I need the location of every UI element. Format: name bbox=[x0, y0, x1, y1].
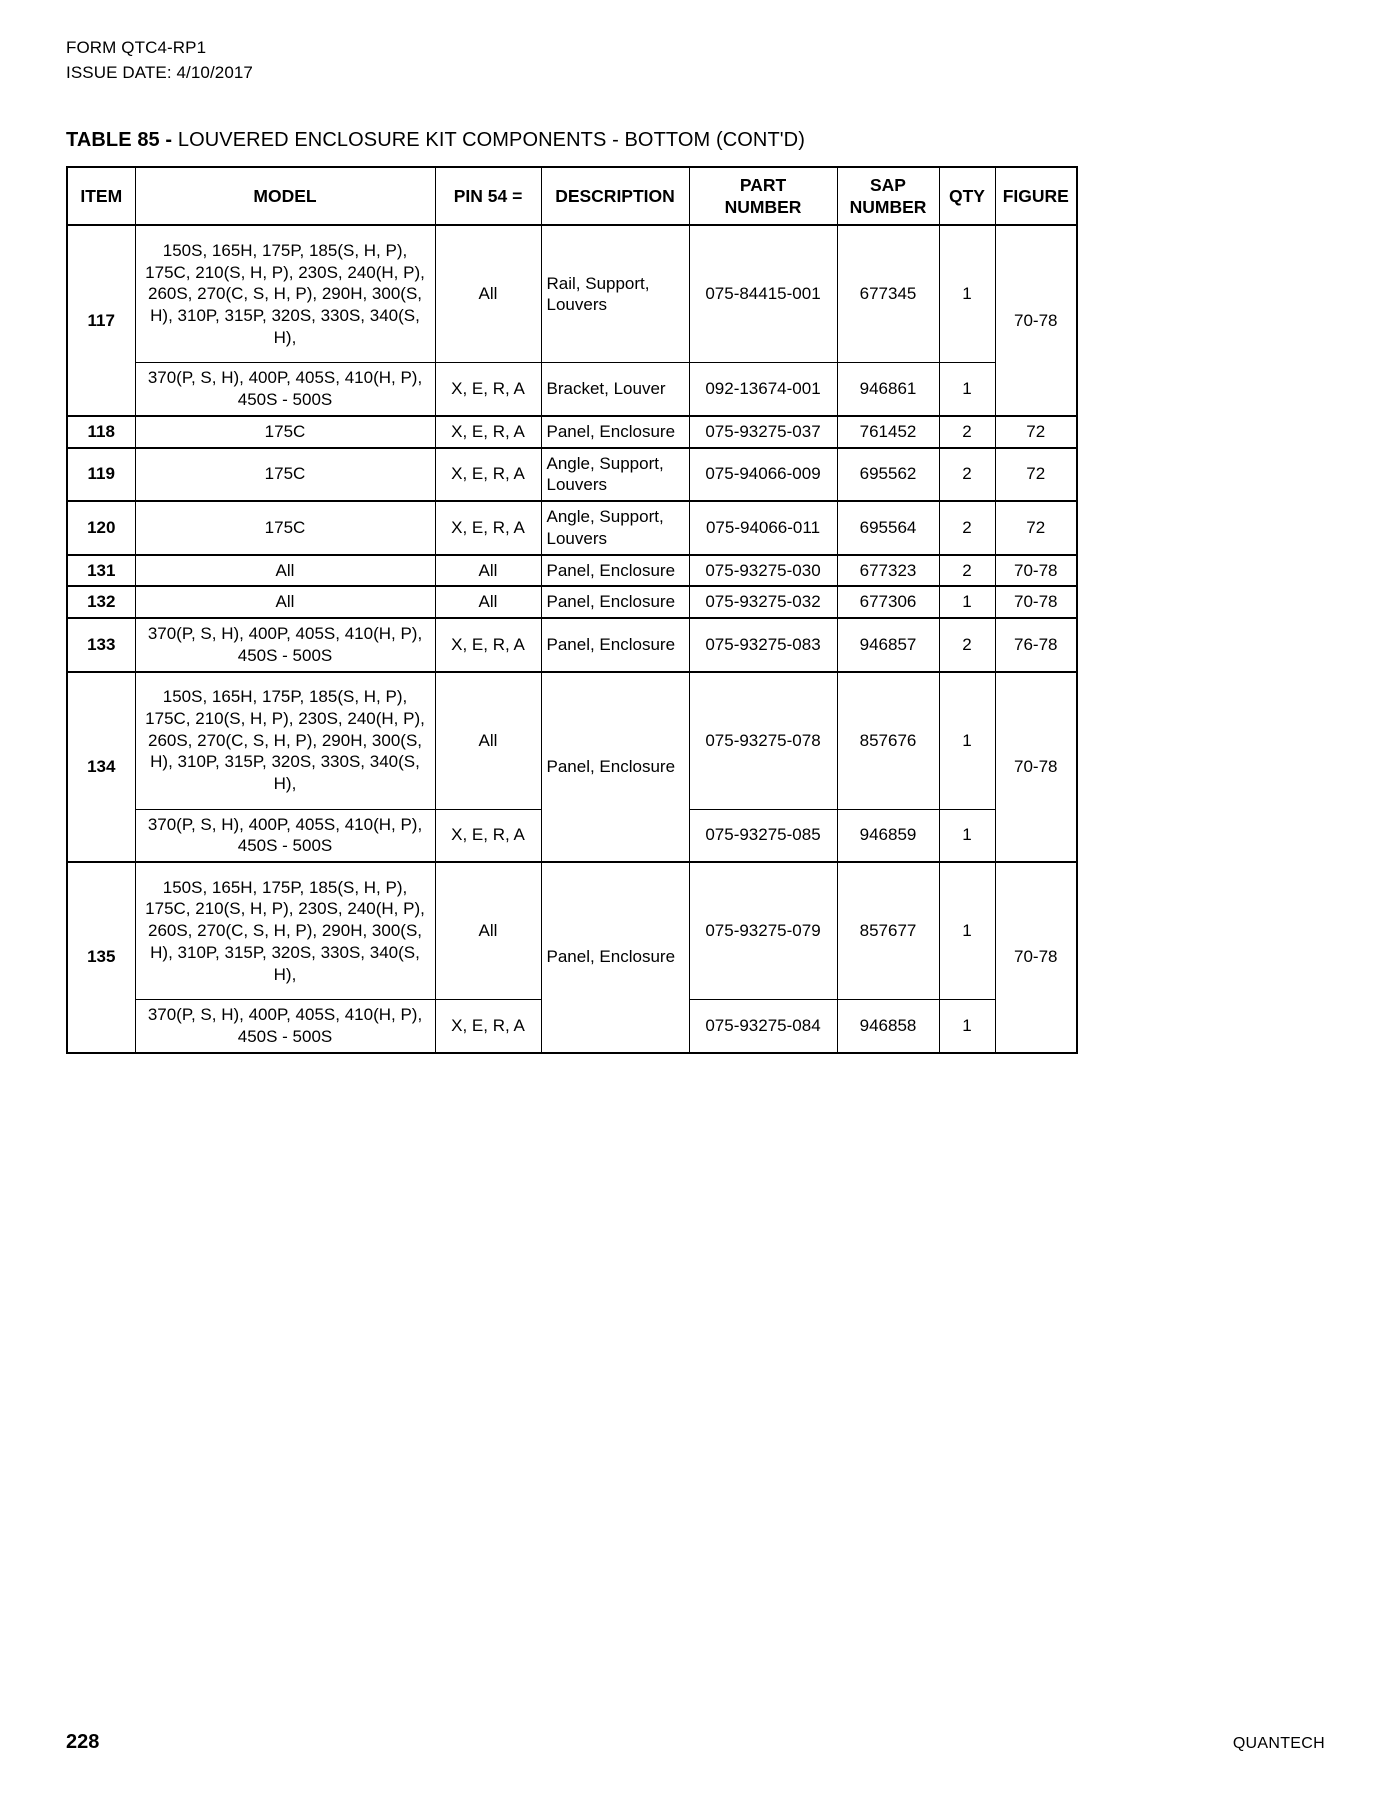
row-part-number: 075-93275-083 bbox=[689, 618, 837, 672]
row-pin: All bbox=[435, 862, 541, 1000]
part-number-line1: PART bbox=[739, 174, 787, 195]
row-model: 370(P, S, H), 400P, 405S, 410(H, P), 450S - 500S bbox=[135, 363, 435, 416]
row-qty: 1 bbox=[939, 586, 995, 618]
row-pin: All bbox=[435, 225, 541, 363]
page-number: 228 bbox=[66, 1731, 100, 1753]
row-sap-number: 857676 bbox=[837, 672, 939, 810]
table-row bbox=[67, 618, 1077, 672]
row-description: Panel, Enclosure bbox=[541, 416, 689, 448]
row-item-number: 120 bbox=[67, 501, 135, 555]
row-pin: All bbox=[435, 586, 541, 618]
row-description: Bracket, Louver bbox=[541, 363, 689, 416]
row-part-number: 075-93275-085 bbox=[689, 809, 837, 862]
table-title-text: LOUVERED ENCLOSURE KIT COMPONENTS - BOTTOM (CONT'D) bbox=[172, 129, 805, 152]
row-description: Panel, Enclosure bbox=[541, 586, 689, 618]
table-row bbox=[67, 225, 1077, 363]
row-qty: 2 bbox=[939, 416, 995, 448]
table-title bbox=[66, 129, 1325, 152]
row-item-number: 132 bbox=[67, 586, 135, 618]
row-figure: 70-78 bbox=[995, 225, 1077, 416]
row-model: 175C bbox=[135, 448, 435, 502]
document-header bbox=[66, 36, 1325, 85]
row-part-number: 075-94066-009 bbox=[689, 448, 837, 502]
row-description: Panel, Enclosure bbox=[541, 618, 689, 672]
row-part-number: 075-94066-011 bbox=[689, 501, 837, 555]
table-title-prefix: TABLE 85 - bbox=[66, 129, 173, 152]
row-pin: X, E, R, A bbox=[435, 448, 541, 502]
row-part-number: 075-93275-030 bbox=[689, 555, 837, 587]
row-pin: All bbox=[435, 555, 541, 587]
table-row bbox=[67, 862, 1077, 1000]
row-sap-number: 695564 bbox=[837, 501, 939, 555]
table-row bbox=[67, 416, 1077, 448]
row-model: All bbox=[135, 555, 435, 587]
row-item-number: 135 bbox=[67, 862, 135, 1053]
parts-table bbox=[66, 166, 1078, 1053]
row-model: 175C bbox=[135, 416, 435, 448]
row-figure: 70-78 bbox=[995, 862, 1077, 1053]
row-part-number: 075-93275-037 bbox=[689, 416, 837, 448]
part-number-line2: NUMBER bbox=[724, 197, 802, 218]
row-item-number: 133 bbox=[67, 618, 135, 672]
page-footer bbox=[66, 1731, 1325, 1754]
row-description: Panel, Enclosure bbox=[541, 672, 689, 863]
row-pin: X, E, R, A bbox=[435, 501, 541, 555]
row-pin: X, E, R, A bbox=[435, 363, 541, 416]
row-sap-number: 946858 bbox=[837, 1000, 939, 1053]
row-sap-number: 695562 bbox=[837, 448, 939, 502]
row-qty: 1 bbox=[939, 1000, 995, 1053]
row-sap-number: 946861 bbox=[837, 363, 939, 416]
row-description: Angle, Support, Louvers bbox=[541, 501, 689, 555]
row-qty: 2 bbox=[939, 448, 995, 502]
row-figure: 72 bbox=[995, 416, 1077, 448]
row-model: 150S, 165H, 175P, 185(S, H, P), 175C, 210(S, H, P), 230S, 240(H, P), 260S, 270(C, S, H, P), 290H, 300(S, H), 310P, 315P, 320S, 330S, 340(S, H), bbox=[135, 862, 435, 1000]
column-header-sap-number bbox=[837, 167, 939, 225]
row-model: 175C bbox=[135, 501, 435, 555]
row-figure: 72 bbox=[995, 448, 1077, 502]
row-sap-number: 677306 bbox=[837, 586, 939, 618]
row-model: 370(P, S, H), 400P, 405S, 410(H, P), 450S - 500S bbox=[135, 809, 435, 862]
sap-number-line2: NUMBER bbox=[849, 197, 927, 218]
table-row bbox=[67, 586, 1077, 618]
column-header-pin: PIN 54 = bbox=[435, 167, 541, 225]
row-part-number: 075-93275-084 bbox=[689, 1000, 837, 1053]
row-pin: X, E, R, A bbox=[435, 809, 541, 862]
column-header-part-number bbox=[689, 167, 837, 225]
row-figure: 70-78 bbox=[995, 555, 1077, 587]
form-code: FORM QTC4-RP1 bbox=[66, 38, 207, 57]
table-row bbox=[67, 501, 1077, 555]
row-description: Angle, Support, Louvers bbox=[541, 448, 689, 502]
column-header-item: ITEM bbox=[67, 167, 135, 225]
column-header-figure: FIGURE bbox=[995, 167, 1077, 225]
row-item-number: 117 bbox=[67, 225, 135, 416]
row-item-number: 118 bbox=[67, 416, 135, 448]
issue-date: ISSUE DATE: 4/10/2017 bbox=[66, 62, 253, 82]
row-qty: 1 bbox=[939, 862, 995, 1000]
row-pin: X, E, R, A bbox=[435, 618, 541, 672]
row-qty: 1 bbox=[939, 363, 995, 416]
table-row bbox=[67, 363, 1077, 416]
row-qty: 2 bbox=[939, 618, 995, 672]
row-part-number: 075-93275-079 bbox=[689, 862, 837, 1000]
table-row bbox=[67, 448, 1077, 502]
row-figure: 70-78 bbox=[995, 672, 1077, 863]
row-figure: 70-78 bbox=[995, 586, 1077, 618]
row-qty: 2 bbox=[939, 555, 995, 587]
column-header-description: DESCRIPTION bbox=[541, 167, 689, 225]
row-sap-number: 857677 bbox=[837, 862, 939, 1000]
row-sap-number: 946859 bbox=[837, 809, 939, 862]
brand-name: QUANTECH bbox=[1232, 1735, 1325, 1752]
row-description: Panel, Enclosure bbox=[541, 555, 689, 587]
row-qty: 1 bbox=[939, 672, 995, 810]
row-figure: 72 bbox=[995, 501, 1077, 555]
row-pin: X, E, R, A bbox=[435, 416, 541, 448]
row-item-number: 119 bbox=[67, 448, 135, 502]
row-qty: 1 bbox=[939, 809, 995, 862]
row-item-number: 131 bbox=[67, 555, 135, 587]
parts-table-body bbox=[67, 225, 1077, 1052]
table-row bbox=[67, 672, 1077, 810]
table-row bbox=[67, 555, 1077, 587]
row-description: Rail, Support, Louvers bbox=[541, 225, 689, 363]
row-model: 370(P, S, H), 400P, 405S, 410(H, P), 450S - 500S bbox=[135, 618, 435, 672]
row-pin: All bbox=[435, 672, 541, 810]
row-model: 150S, 165H, 175P, 185(S, H, P), 175C, 210(S, H, P), 230S, 240(H, P), 260S, 270(C, S, H, P), 290H, 300(S, H), 310P, 315P, 320S, 330S, 340(S, H), bbox=[135, 225, 435, 363]
row-pin: X, E, R, A bbox=[435, 1000, 541, 1053]
row-description: Panel, Enclosure bbox=[541, 862, 689, 1053]
row-part-number: 075-93275-078 bbox=[689, 672, 837, 810]
row-model: All bbox=[135, 586, 435, 618]
row-sap-number: 946857 bbox=[837, 618, 939, 672]
row-qty: 1 bbox=[939, 225, 995, 363]
row-model: 370(P, S, H), 400P, 405S, 410(H, P), 450S - 500S bbox=[135, 1000, 435, 1053]
row-item-number: 134 bbox=[67, 672, 135, 863]
row-sap-number: 677323 bbox=[837, 555, 939, 587]
column-header-qty: QTY bbox=[939, 167, 995, 225]
row-sap-number: 677345 bbox=[837, 225, 939, 363]
column-header-model: MODEL bbox=[135, 167, 435, 225]
table-header-row bbox=[67, 167, 1077, 225]
row-part-number: 092-13674-001 bbox=[689, 363, 837, 416]
sap-number-line1: SAP bbox=[870, 174, 906, 195]
row-part-number: 075-93275-032 bbox=[689, 586, 837, 618]
row-sap-number: 761452 bbox=[837, 416, 939, 448]
row-qty: 2 bbox=[939, 501, 995, 555]
row-part-number: 075-84415-001 bbox=[689, 225, 837, 363]
row-model: 150S, 165H, 175P, 185(S, H, P), 175C, 210(S, H, P), 230S, 240(H, P), 260S, 270(C, S, H, P), 290H, 300(S, H), 310P, 315P, 320S, 330S, 340(S, H), bbox=[135, 672, 435, 810]
row-figure: 76-78 bbox=[995, 618, 1077, 672]
